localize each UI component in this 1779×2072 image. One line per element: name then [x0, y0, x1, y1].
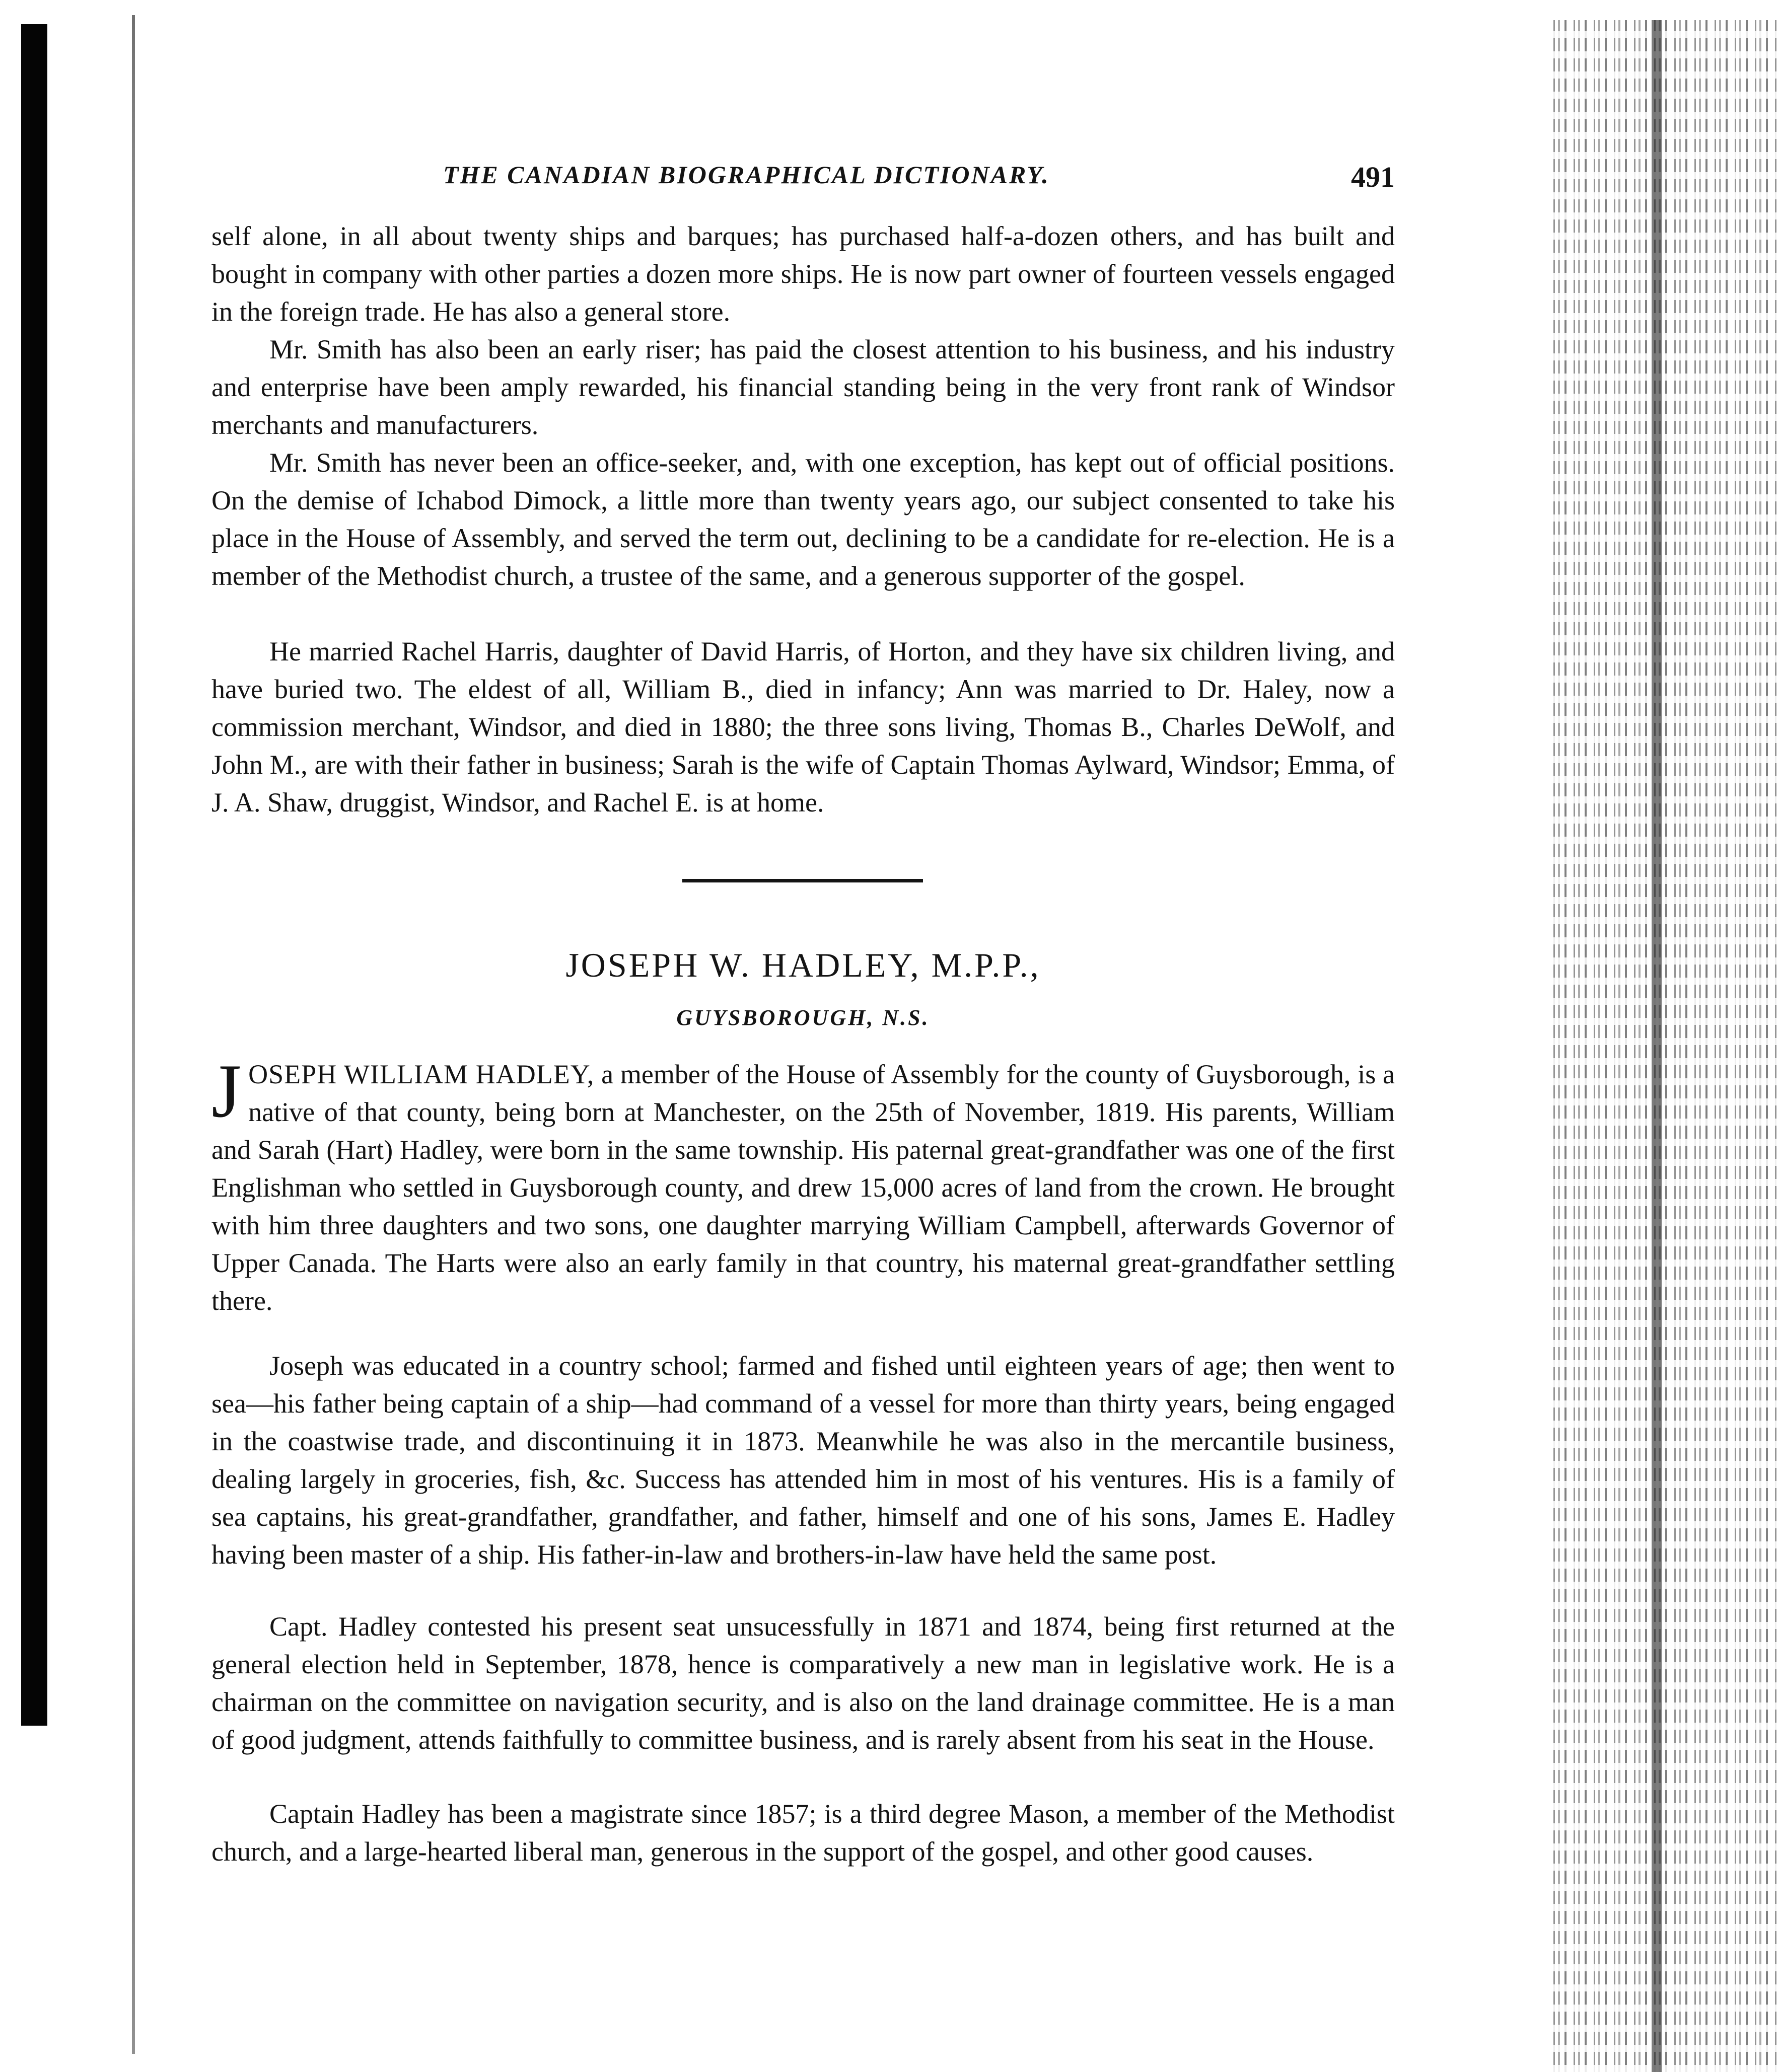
entry-heading: JOSEPH W. HADLEY, M.P.P.,	[565, 946, 1041, 984]
body-paragraph: He married Rachel Harris, daughter of David Harris, of Horton, and they have six children living, and have buried two. The eldest of all, William B., died in infancy; Ann was married to Dr. Haley, now a commission merchant, Windsor, and died in 1880; the three sons living, Thomas B., Charles DeWolf, and John M., are with their father in business; Sarah is the wife of Captain Thomas Aylward, Windsor; Emma, of J. A. Shaw, druggist, Windsor, and Rachel E. is at home.	[211, 636, 1395, 818]
first-paragraph-text: a member of the House of Assembly for the county of Guysborough, is a native of that county, being born at Manchester, on the 25th of November, 1819. His parents, William and Sarah (Hart) Hadley, were born in the same township. His paternal great-grandfather was one of the first Englishman who settled in Guysborough county, and drew 15,000 acres of land from the crown. He brought with him three daughters and two sons, one daughter marrying William Campbell, afterwards Governor of Upper Canada. The Harts were also an early family in that country, his maternal great-grandfather settling there.	[211, 1059, 1395, 1316]
lead-words: OSEPH WILLIAM HADLEY,	[248, 1059, 595, 1089]
entry-place: GUYSBOROUGH, N.S.	[676, 1005, 930, 1030]
page-number: 491	[1351, 161, 1395, 193]
entry-first-paragraph	[211, 1049, 1395, 1320]
scan-page-edge-fade	[1553, 20, 1779, 2072]
body-paragraph: self alone, in all about twenty ships and barques; has purchased half-a-dozen others, and has built and bought in company with other parties a dozen more ships. He is now part owner of fourteen vessels engaged in the foreign trade. He has also a general store.	[211, 221, 1395, 327]
body-paragraph: Joseph was educated in a country school; farmed and fished until eighteen years of age; then went to sea—his father being captain of a ship—had command of a vessel for more than thirty years, being engaged in the coastwise trade, and discontinuing it in 1873. Meanwhile he was also in the mercantile business, dealing largely in groceries, fish, &c. Success has attended him in most of his ventures. His is a family of sea captains, his great-grandfather, grandfather, and father, himself and one of his sons, James E. Hadley having been master of a ship. His father-in-law and brothers-in-law have held the same post.	[211, 1351, 1395, 1570]
body-paragraph: Mr. Smith has never been an office-seeker, and, with one exception, has kept out of official positions. On the demise of Ichabod Dimock, a little more than twenty years ago, our subject consented to take his place in the House of Assembly, and served the term out, declining to be a candidate for re-election. He is a member of the Methodist church, a trustee of the same, and a generous supporter of the gospel.	[211, 448, 1395, 591]
body-paragraph: Captain Hadley has been a magistrate since 1857; is a third degree Mason, a member of the Methodist church, and a large-hearted liberal man, generous in the support of the gospel, and other good causes.	[211, 1799, 1395, 1867]
body-paragraph: Mr. Smith has also been an early riser; has paid the closest attention to his business, and his industry and enterprise have been amply rewarded, his financial standing being in the very front rank of Windsor merchants and manufacturers.	[211, 334, 1395, 440]
scan-margin-bar	[21, 24, 47, 1726]
running-head	[211, 160, 1395, 200]
body-paragraph: Capt. Hadley contested his present seat unsucessfully in 1871 and 1874, being first returned at the general election held in September, 1878, hence is comparatively a new man in legislative work. He is a chairman on the committee on navigation security, and is also on the land drainage committee. He is a man of good judgment, attends faithfully to committee business, and is rarely absent from his seat in the House.	[211, 1611, 1395, 1755]
drop-cap: J	[211, 1049, 242, 1133]
section-divider	[682, 879, 923, 882]
scan-page-edge-solid	[1652, 20, 1662, 2072]
running-title: THE CANADIAN BIOGRAPHICAL DICTIONARY.	[443, 161, 1050, 189]
scan-gutter-line	[132, 15, 135, 2054]
